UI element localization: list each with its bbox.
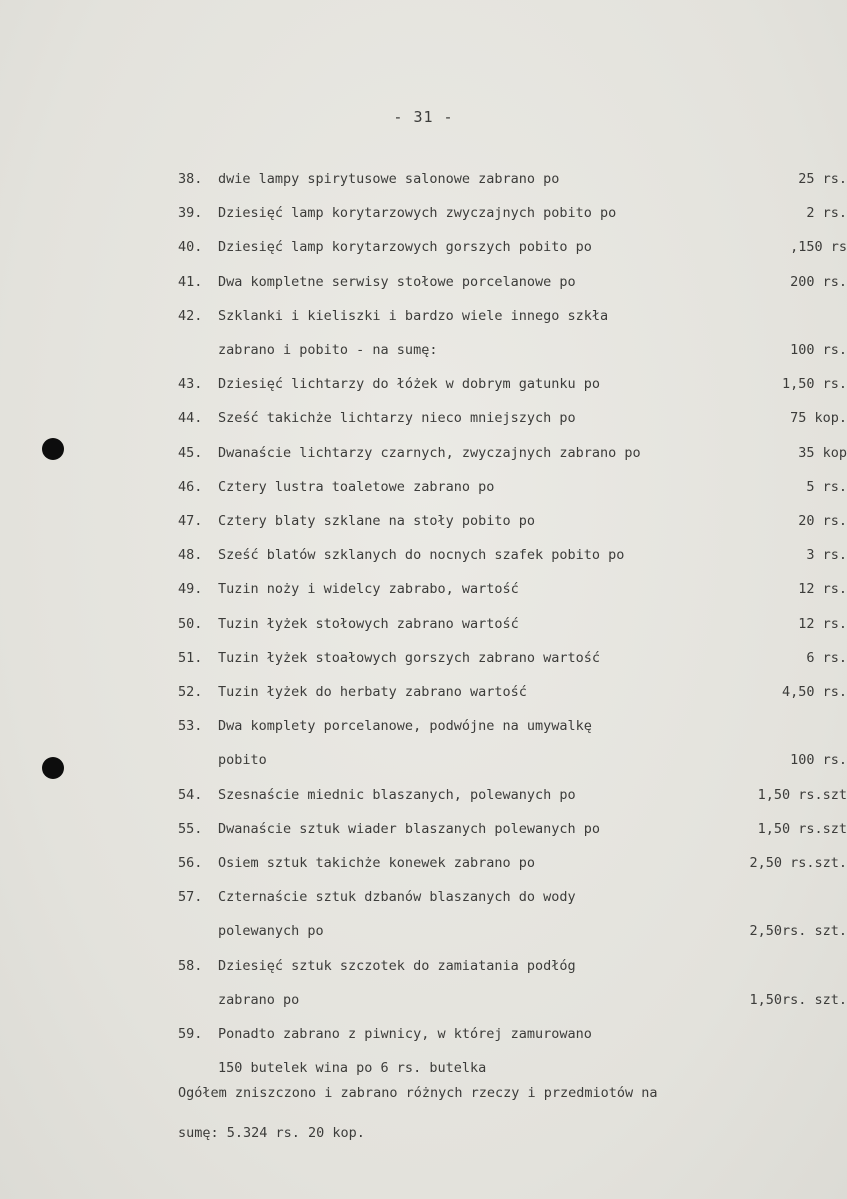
item-price: 35 kop bbox=[798, 445, 847, 461]
item-number: 57. bbox=[178, 889, 203, 905]
item-description: Sześć blatów szklanych do nocnych szafek pobito po bbox=[218, 547, 625, 563]
item-price: ,150 rs bbox=[790, 239, 847, 255]
item-line bbox=[178, 783, 847, 807]
item-number: 39. bbox=[178, 205, 203, 221]
item-description: Dziesięć sztuk szczotek do zamiatania podłóg bbox=[218, 958, 576, 974]
item-description: zabrano po bbox=[218, 992, 300, 1008]
item-description: Cztery lustra toaletowe zabrano po bbox=[218, 479, 495, 495]
item-price: 1,50 rs. bbox=[781, 376, 847, 392]
item-description: Osiem sztuk takichże konewek zabrano po bbox=[218, 855, 535, 871]
item-number: 44. bbox=[178, 410, 203, 426]
item-price: 2,50rs. szt. bbox=[749, 923, 847, 939]
item-price: 6 rs. bbox=[806, 650, 847, 666]
item-description: Szklanki i kieliszki i bardzo wiele innego szkła bbox=[218, 308, 609, 324]
item-description: Dwanaście sztuk wiader blaszanych polewanych po bbox=[218, 821, 601, 837]
item-description: Sześć takichże lichtarzy nieco mniejszych po bbox=[218, 410, 576, 426]
item-price: 1,50 rs.szt bbox=[757, 821, 847, 837]
item-line bbox=[178, 406, 847, 430]
item-number: 43. bbox=[178, 376, 203, 392]
item-line bbox=[178, 851, 847, 875]
item-description: Dziesięć lamp korytarzowych gorszych pobito po bbox=[218, 239, 592, 255]
item-description: Ponadto zabrano z piwnicy, w której zamurowano bbox=[218, 1026, 592, 1042]
item-number: 46. bbox=[178, 479, 203, 495]
item-number: 38. bbox=[178, 171, 203, 187]
item-description: Tuzin łyżek stoałowych gorszych zabrano wartość bbox=[218, 650, 601, 666]
item-price: 75 kop. bbox=[790, 410, 847, 426]
item-line bbox=[178, 270, 847, 294]
item-price: 12 rs. bbox=[798, 581, 847, 597]
punch-hole bbox=[42, 438, 64, 460]
item-description: Tuzin łyżek stołowych zabrano wartość bbox=[218, 616, 519, 632]
summary-line: Ogółem zniszczono i zabrano różnych rzeczy i przedmiotów na bbox=[178, 1085, 658, 1101]
item-description: Tuzin łyżek do herbaty zabrano wartość bbox=[218, 684, 527, 700]
item-description: Dwa kompletne serwisy stołowe porcelanowe po bbox=[218, 274, 576, 290]
item-price: 25 rs. bbox=[798, 171, 847, 187]
item-price: 20 rs. bbox=[798, 513, 847, 529]
item-line bbox=[178, 954, 847, 978]
item-number: 49. bbox=[178, 581, 203, 597]
item-number: 48. bbox=[178, 547, 203, 563]
item-number: 52. bbox=[178, 684, 203, 700]
item-line bbox=[178, 988, 847, 1012]
item-line bbox=[178, 475, 847, 499]
item-line bbox=[178, 885, 847, 909]
item-price: 5 rs. bbox=[806, 479, 847, 495]
item-number: 58. bbox=[178, 958, 203, 974]
item-description: Dwanaście lichtarzy czarnych, zwyczajnych zabrano po bbox=[218, 445, 641, 461]
item-description: Czternaście sztuk dzbanów blaszanych do wody bbox=[218, 889, 576, 905]
item-description: Tuzin noży i widelcy zabrabo, wartość bbox=[218, 581, 519, 597]
page-number: - 31 - bbox=[393, 108, 454, 126]
item-description: polewanych po bbox=[218, 923, 324, 939]
item-line bbox=[178, 509, 847, 533]
item-description: Dwa komplety porcelanowe, podwójne na umywalkę bbox=[218, 718, 592, 734]
item-line bbox=[178, 748, 847, 772]
item-line bbox=[178, 201, 847, 225]
item-price: 100 rs. bbox=[790, 752, 847, 768]
item-line bbox=[178, 577, 847, 601]
item-number: 41. bbox=[178, 274, 203, 290]
item-number: 40. bbox=[178, 239, 203, 255]
punch-hole bbox=[42, 757, 64, 779]
item-number: 47. bbox=[178, 513, 203, 529]
summary-line: sumę: 5.324 rs. 20 kop. bbox=[178, 1125, 365, 1141]
item-price: 12 rs. bbox=[798, 616, 847, 632]
item-number: 55. bbox=[178, 821, 203, 837]
item-line bbox=[178, 338, 847, 362]
item-line bbox=[178, 543, 847, 567]
item-line bbox=[178, 646, 847, 670]
item-price: 1,50 rs.szt bbox=[757, 787, 847, 803]
item-number: 50. bbox=[178, 616, 203, 632]
item-description: 150 butelek wina po 6 rs. butelka bbox=[218, 1060, 487, 1076]
item-line bbox=[178, 235, 847, 259]
item-price: 200 rs. bbox=[790, 274, 847, 290]
item-number: 51. bbox=[178, 650, 203, 666]
item-price: 1,50rs. szt. bbox=[749, 992, 847, 1008]
item-description: zabrano i pobito - na sumę: bbox=[218, 342, 438, 358]
item-number: 45. bbox=[178, 445, 203, 461]
item-line bbox=[178, 167, 847, 191]
item-line bbox=[178, 612, 847, 636]
item-line bbox=[178, 680, 847, 704]
item-number: 54. bbox=[178, 787, 203, 803]
item-line bbox=[178, 1022, 847, 1046]
item-line bbox=[178, 372, 847, 396]
item-line bbox=[178, 919, 847, 943]
item-number: 42. bbox=[178, 308, 203, 324]
item-line bbox=[178, 304, 847, 328]
item-number: 56. bbox=[178, 855, 203, 871]
item-line bbox=[178, 441, 847, 465]
item-price: 100 rs. bbox=[790, 342, 847, 358]
item-number: 53. bbox=[178, 718, 203, 734]
item-description: dwie lampy spirytusowe salonowe zabrano po bbox=[218, 171, 560, 187]
item-description: Szesnaście miednic blaszanych, polewanych po bbox=[218, 787, 576, 803]
item-line bbox=[178, 714, 847, 738]
item-price: 4,50 rs. bbox=[781, 684, 847, 700]
item-price: 3 rs. bbox=[806, 547, 847, 563]
item-line bbox=[178, 1056, 847, 1080]
item-description: Dziesięć lichtarzy do łóżek w dobrym gatunku po bbox=[218, 376, 601, 392]
item-price: 2 rs. bbox=[806, 205, 847, 221]
item-description: pobito bbox=[218, 752, 267, 768]
item-description: Dziesięć lamp korytarzowych zwyczajnych pobito po bbox=[218, 205, 617, 221]
item-number: 59. bbox=[178, 1026, 203, 1042]
item-description: Cztery blaty szklane na stoły pobito po bbox=[218, 513, 535, 529]
item-price: 2,50 rs.szt. bbox=[749, 855, 847, 871]
item-line bbox=[178, 817, 847, 841]
